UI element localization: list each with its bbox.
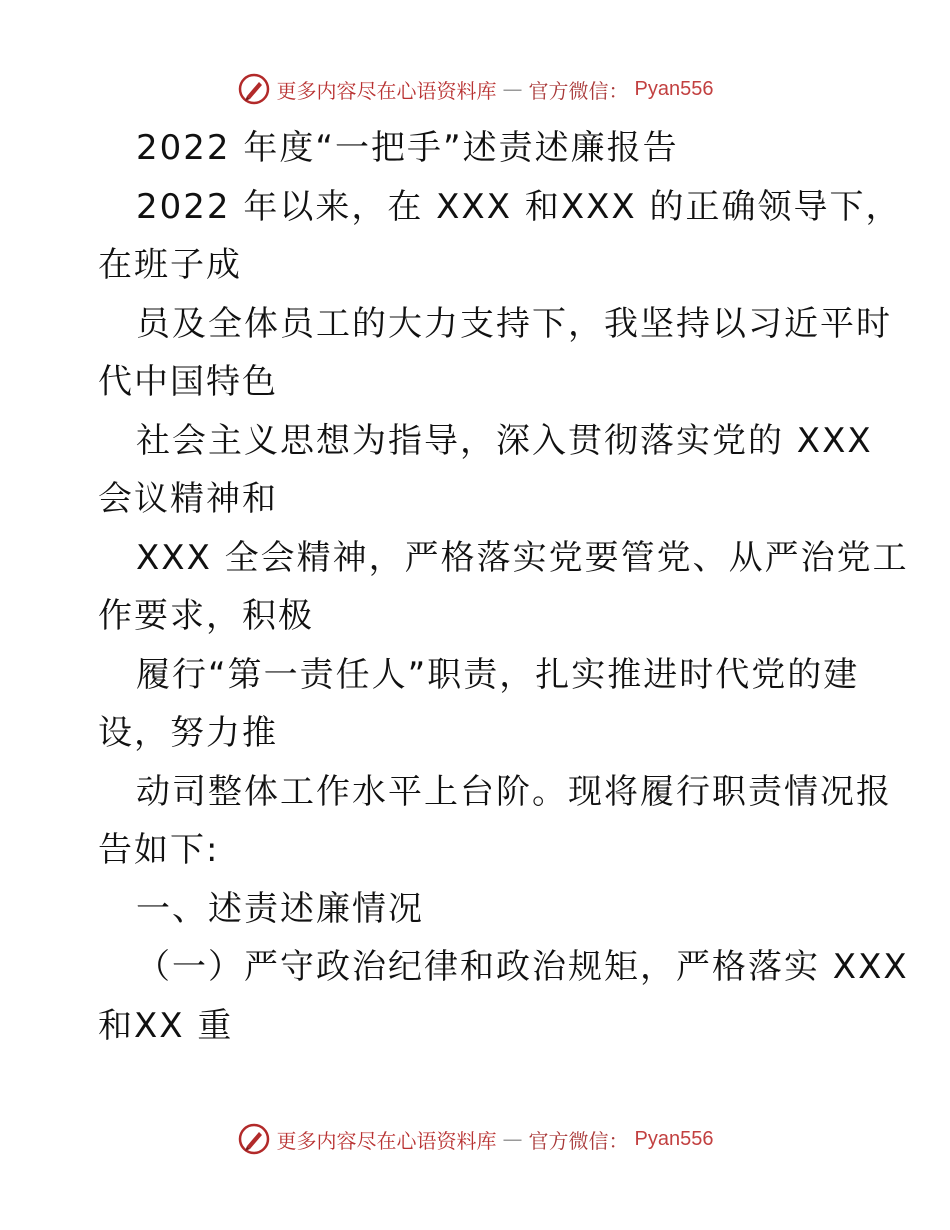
paragraph-line: 代中国特色 [98,362,278,402]
paragraph-line: 作要求，积极 [98,596,314,636]
subsection-heading: （一）严守政治纪律和政治规矩，严格落实 XXX [136,947,909,987]
paragraph-line: 设，努力推 [98,713,278,753]
paragraph-line: 员及全体员工的大力支持下，我坚持以习近平时 [136,304,892,344]
watermark-dash: — [502,1127,523,1151]
paragraph-line: 和XX 重 [98,1006,234,1046]
paragraph-line: 告如下: [98,830,220,870]
paragraph-line: 社会主义思想为指导，深入贯彻落实党的 XXX [136,421,873,461]
paragraph-line: XXX 全会精神，严格落实党要管党、从严治党工 [136,538,909,578]
watermark-wechat-label: 官方微信： [528,1128,629,1153]
document-title: 2022 年度“一把手”述责述廉报告 [136,128,679,168]
watermark-text: 更多内容尽在心语资料库 [276,1128,497,1153]
watermark-wechat-label: 官方微信： [528,78,629,103]
watermark-text: 更多内容尽在心语资料库 [276,78,497,103]
pen-logo-icon [237,1122,271,1156]
paragraph-line: 2022 年以来，在 XXX 和XXX 的正确领导下， [136,187,902,227]
paragraph-line: 在班子成 [98,245,242,285]
paragraph-line: 履行“第一责任人”职责，扎实推进时代党的建 [136,655,860,695]
paragraph-line: 动司整体工作水平上台阶。现将履行职责情况报 [136,772,892,812]
footer-watermark [0,1122,950,1156]
paragraph-line: 会议精神和 [98,479,278,519]
watermark-dash: — [502,77,523,101]
watermark-wechat-id: Pyan556 [634,77,714,100]
watermark-wechat-id: Pyan556 [634,1127,714,1150]
section-heading: 一、述责述廉情况 [136,889,424,929]
